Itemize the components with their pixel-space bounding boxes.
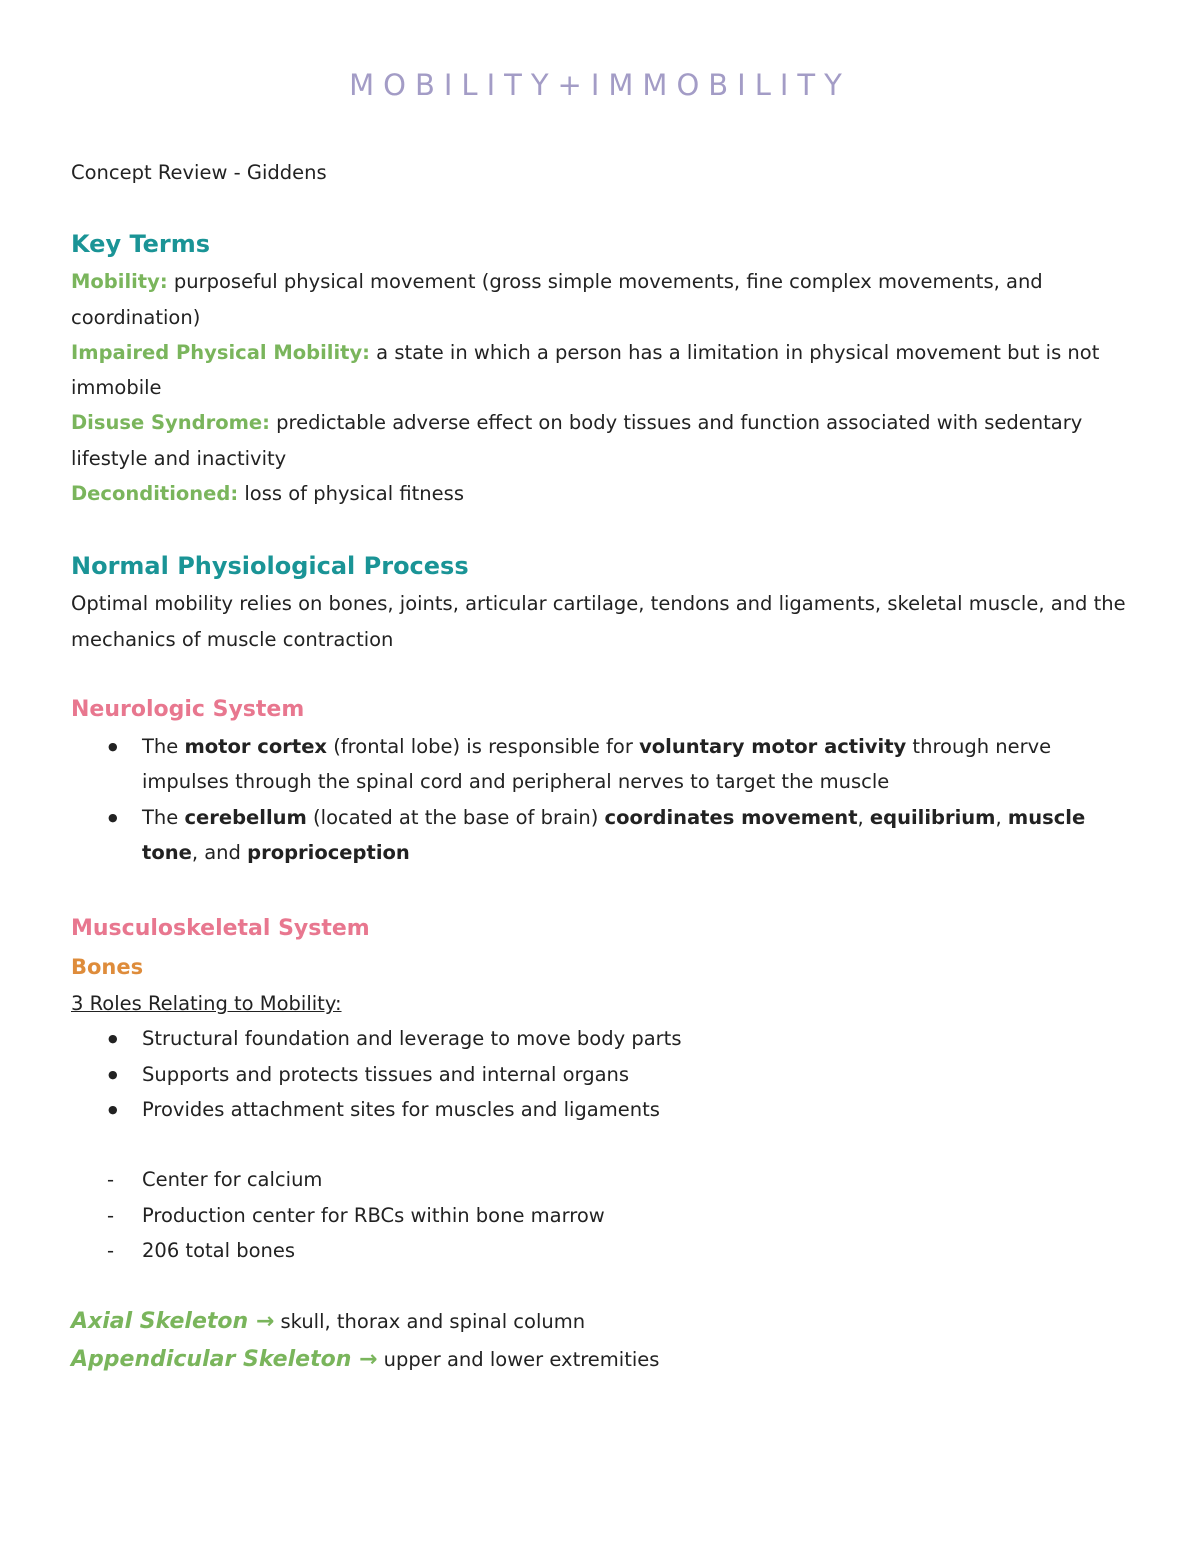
text-run: The [142,805,185,829]
text-run: (located at the base of brain) [306,805,605,829]
bone-facts-list [71,1162,1131,1268]
term-definition: loss of physical fitness [238,482,464,506]
term-label: Mobility: [71,270,168,294]
bones-heading: Bones [71,955,144,980]
musculoskeletal-heading: Musculoskeletal System [71,916,370,942]
list-item: ● Provides attachment sites for muscles and ligaments [71,1092,1131,1127]
term-label: Disuse Syndrome: [71,411,270,435]
axial-skeleton-text: skull, thorax and spinal column [274,1310,586,1334]
list-item: - Production center for RBCs within bone marrow [71,1198,1131,1233]
term-label: Deconditioned: [71,482,239,506]
normal-process-heading: Normal Physiological Process [71,552,469,581]
neurologic-list [71,729,1131,870]
axial-skeleton-row [71,1303,1131,1341]
document-body [71,155,1131,1379]
neurologic-heading: Neurologic System [71,696,305,722]
term-mobility [71,264,1131,335]
appendicular-skeleton-row [71,1341,1131,1379]
bold-term: cerebellum [184,805,307,829]
bold-term: muscle tone [142,805,1086,864]
list-item [71,729,1131,800]
term-deconditioned [71,476,1131,511]
bold-term: voluntary motor activity [639,734,907,758]
bold-term: motor cortex [184,734,328,758]
text-run: , and [191,840,248,864]
axial-skeleton-label: Axial Skeleton → [71,1309,275,1335]
subtitle: Concept Review - Giddens [71,161,327,184]
text-run: through nerve impulses through the spinal cord and peripheral nerves to target the muscle [142,734,1052,794]
text-run: (frontal lobe) is responsible for [327,734,640,758]
appendicular-skeleton-label: Appendicular Skeleton → [71,1347,378,1373]
list-item: - Center for calcium [71,1162,1131,1197]
bold-term: equilibrium [869,805,996,829]
key-terms-heading: Key Terms [71,230,211,259]
text-run: , [857,805,870,829]
term-impaired-physical-mobility [71,335,1131,406]
appendicular-skeleton-text: upper and lower extremities [377,1348,660,1372]
list-item: ● Structural foundation and leverage to move body parts [71,1021,1131,1056]
text-run: , [995,805,1008,829]
bone-roles-list [71,1021,1131,1127]
term-definition: purposeful physical movement (gross simple movements, fine complex movements, and coordination) [71,270,1043,329]
term-definition: predictable adverse effect on body tissues and function associated with sedentary lifestyle and inactivity [71,411,1083,470]
page-title: MOBILITY+IMMOBILITY [349,68,851,102]
list-item: - 206 total bones [71,1233,1131,1268]
bold-term: coordinates movement [604,805,858,829]
roles-label: 3 Roles Relating to Mobility: [71,992,342,1016]
term-definition: a state in which a person has a limitation in physical movement but is not immobile [71,340,1100,400]
term-disuse-syndrome [71,405,1131,476]
list-item: ● Supports and protects tissues and internal organs [71,1057,1131,1092]
normal-process-text: Optimal mobility relies on bones, joints, articular cartilage, tendons and ligaments, skeletal muscle, and the mechanics of muscle contraction [71,592,1126,651]
text-run: The [142,734,185,758]
list-item [71,800,1131,871]
bold-term: proprioception [247,840,410,864]
term-label: Impaired Physical Mobility: [71,340,370,364]
